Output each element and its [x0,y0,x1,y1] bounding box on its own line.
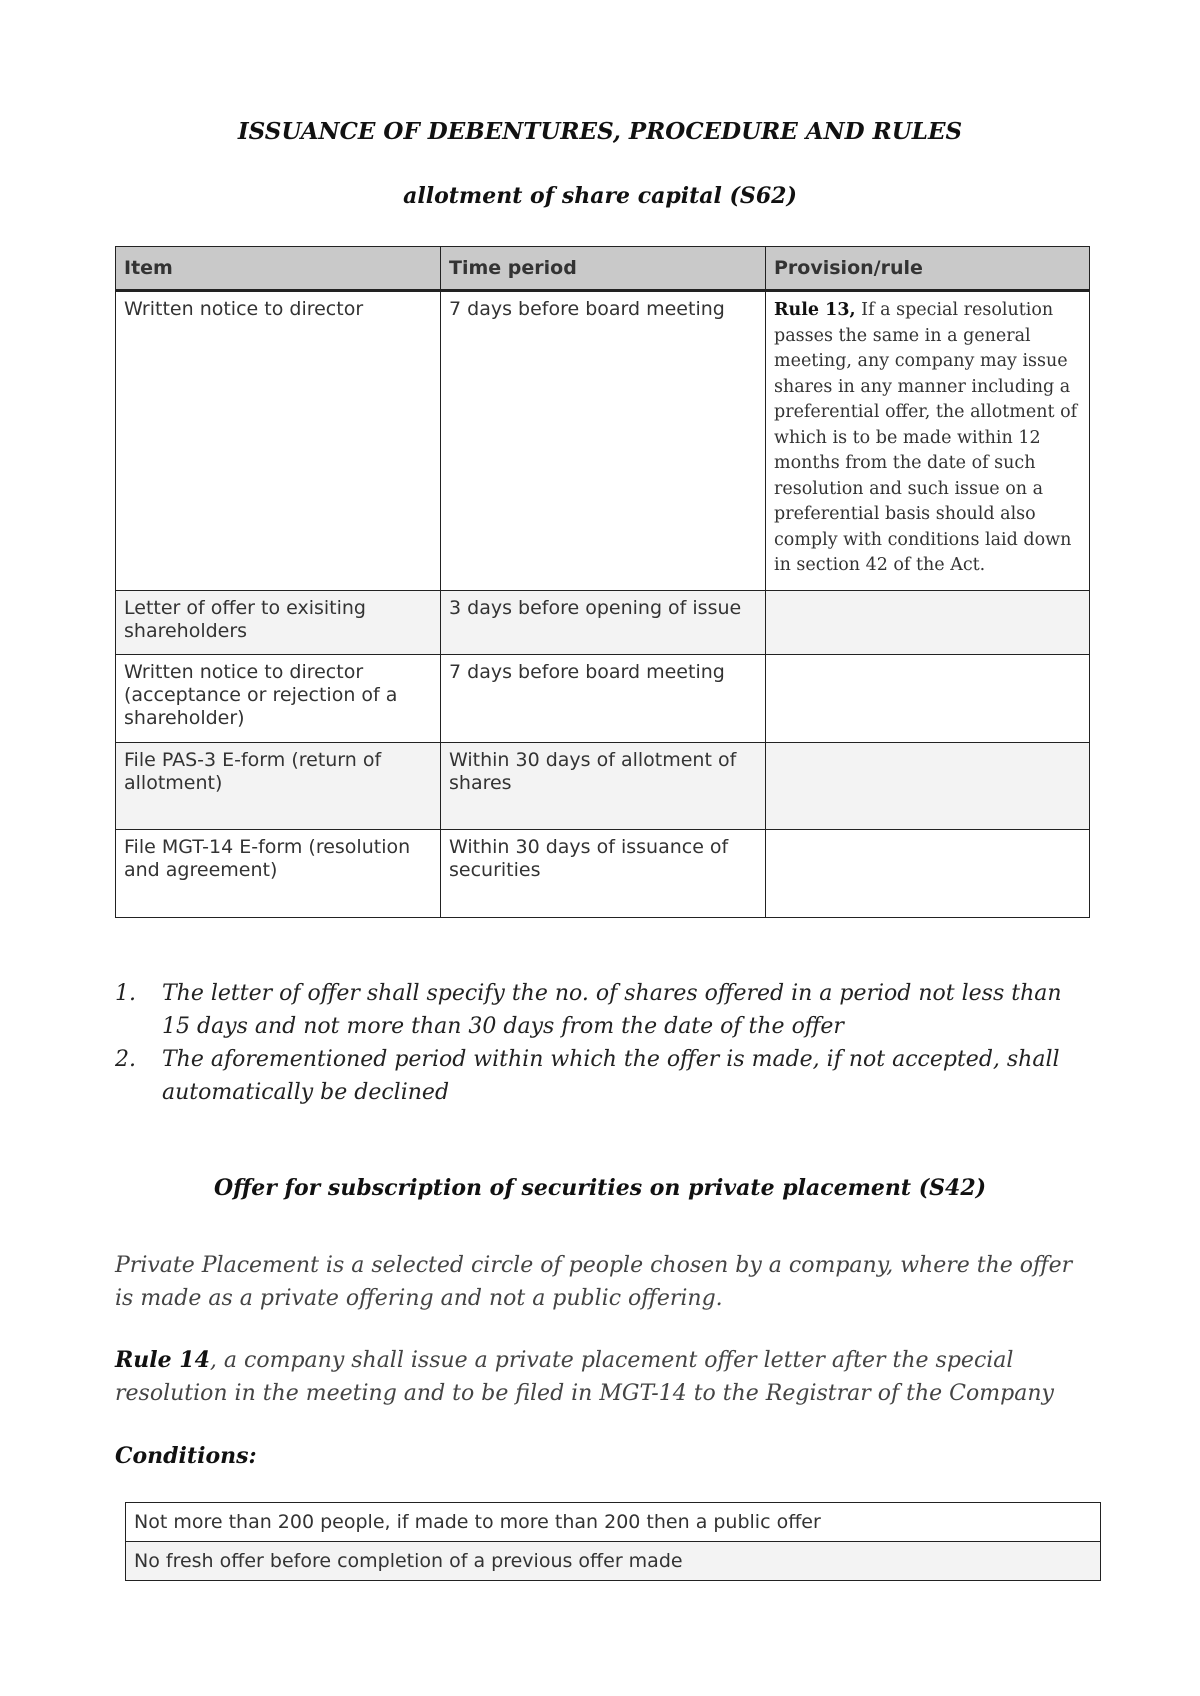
table-row [116,743,1090,830]
condition-cell: No fresh offer before completion of a previous offer made [126,1542,1101,1581]
rule-14-text: , a company shall issue a private placement offer letter after the special resolution in the meeting and to be filed in MGT-14 to the Registrar of the Company [115,1348,1054,1406]
provision-text [774,298,1081,579]
table-row [116,291,1090,591]
column-header-time-period: Time period [441,247,766,291]
cell-time-period: 7 days before board meeting [441,291,766,591]
table-row [126,1542,1101,1581]
rule-14-label: Rule 14 [115,1347,210,1373]
rule-label: Rule 13, [774,300,856,320]
rule-body: If a special resolution passes the same in a general meeting, any company may issue shares in any manner including a preferential offer, the allotment of which is to be made within 12 months from the date of such resolution and such issue on a preferential basis should also comply with conditions laid down in section 42 of the Act. [774,300,1078,575]
list-number: 2. [115,1047,136,1072]
notes-list [115,977,1095,1109]
table-row [116,655,1090,743]
cell-time-period: 7 days before board meeting [441,655,766,743]
cell-provision [766,291,1090,591]
cell-provision [766,591,1090,655]
cell-time-period: Within 30 days of issuance of securities [441,830,766,918]
table-header-row [116,247,1090,291]
cell-time-period: 3 days before opening of issue [441,591,766,655]
condition-cell: Not more than 200 people, if made to more than 200 then a public offer [126,1503,1101,1542]
column-header-item: Item [116,247,441,291]
procedure-table [115,246,1090,918]
list-item [115,1043,1095,1109]
conditions-heading: Conditions: [115,1443,257,1469]
private-placement-definition: Private Placement is a selected circle of people chosen by a company, where the offer is made as a private offering and not a public offering. [115,1253,1073,1311]
cell-item: Written notice to director (acceptance or rejection of a shareholder) [116,655,441,743]
table-row [116,830,1090,918]
section-title-private-placement: Offer for subscription of securities on private placement (S42) [213,1175,987,1201]
section-subtitle-allotment: allotment of share capital (S62) [403,183,797,209]
cell-item: File MGT-14 E-form (resolution and agreement) [116,830,441,918]
cell-provision [766,830,1090,918]
list-text: The letter of offer shall specify the no. of shares offered in a period not less than 15 days and not more than 30 days from the date of the offer [162,981,1062,1039]
cell-item: Letter of offer to exisiting shareholders [116,591,441,655]
table-row [116,591,1090,655]
column-header-provision: Provision/rule [766,247,1090,291]
list-item [115,977,1095,1043]
list-text: The aforementioned period within which the offer is made, if not accepted, shall automatically be declined [162,1047,1060,1105]
cell-item: File PAS-3 E-form (return of allotment) [116,743,441,830]
list-number: 1. [115,981,136,1006]
conditions-table [125,1502,1101,1581]
cell-item: Written notice to director [116,291,441,591]
cell-provision [766,743,1090,830]
table-row [126,1503,1101,1542]
rule-14-paragraph [115,1344,1095,1410]
document-title: ISSUANCE OF DEBENTURES, PROCEDURE AND RULES [237,118,963,145]
cell-time-period: Within 30 days of allotment of shares [441,743,766,830]
cell-provision [766,655,1090,743]
